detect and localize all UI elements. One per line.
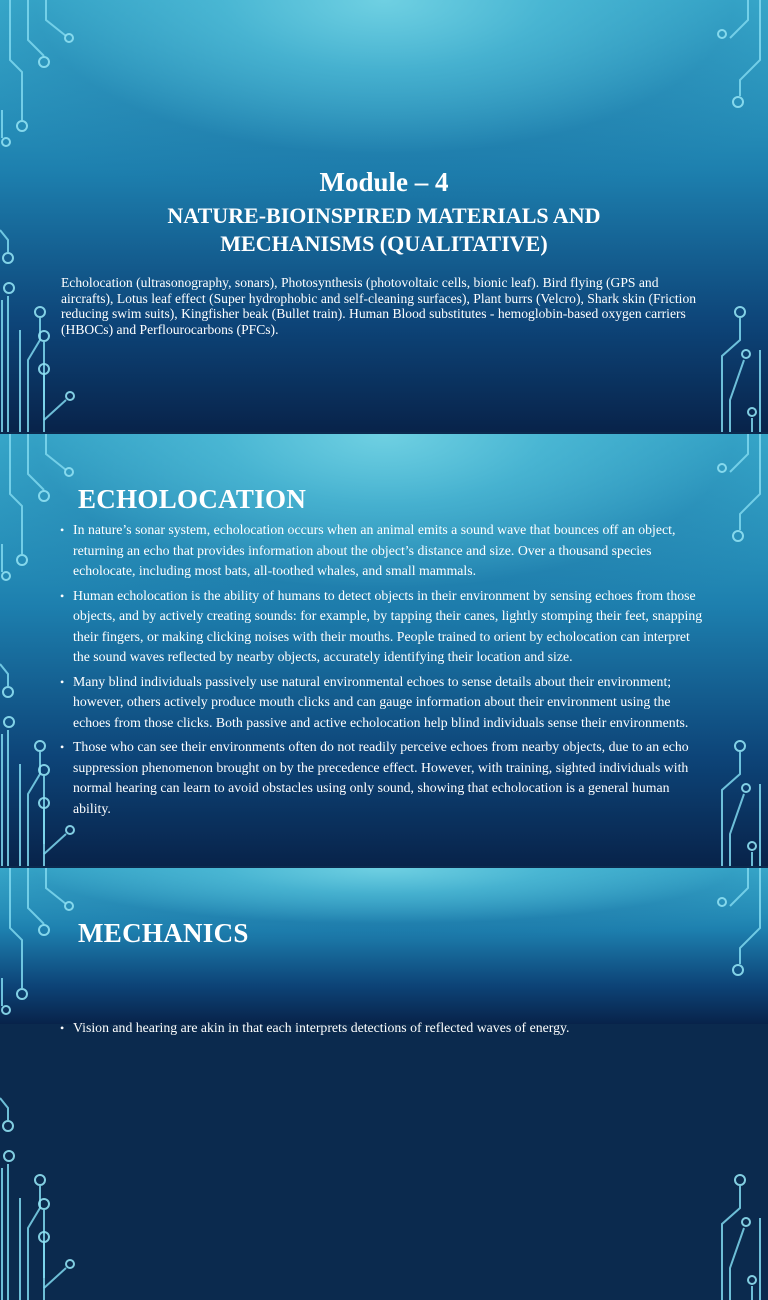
bullet-text: Vision and hearing are akin in that each interprets detections of reflected waves of energy. (73, 1020, 570, 1035)
bullet-icon: • (60, 674, 65, 689)
slide-module-4 (0, 0, 768, 432)
echolocation-heading: ECHOLOCATION (78, 484, 307, 514)
bullet-text: Many blind individuals passively use natural environmental echoes to sense details about their environment; however, others actively produce mouth clicks and can gauge information about their environment using the echoes from those clicks. Both passive and active echolocation help blind individuals sense their environments. (73, 673, 689, 730)
mechanics-heading: MECHANICS (78, 918, 249, 948)
bullet-icon: • (60, 588, 65, 603)
slide-mechanics (0, 868, 768, 1035)
bullet-text: Those who can see their environments often do not readily perceive echoes from nearby objects, due to an echo suppression phenomenon brought on by the precedence effect. However, with training, sighted individuals with normal hearing can learn to avoid obstacles using only sound, showing that echolocation is a general human ability. (73, 739, 689, 816)
mechanics-bullet-list (60, 1018, 710, 1043)
list-item (60, 520, 710, 582)
bullet-icon: • (60, 740, 65, 754)
module-subtitle: NATURE-BIOINSPIRED MATERIALS AND MECHANISMS (QUALITATIVE) (167, 203, 601, 256)
bullet-text: Human echolocation is the ability of humans to detect objects in their environment by sensing echoes from those objects, and by actively creating sounds: for example, by tapping their canes, lightly stomping their feet, snapping their fingers, or making clicking noises with their mouths. People trained to orient by echolocation can interpret the sound waves reflected by nearby objects, accurately identifying their location and size. (73, 587, 703, 664)
list-item (60, 672, 710, 734)
list-item (60, 1018, 710, 1039)
module-topics-text: Echolocation (ultrasonography, sonars), Photosynthesis (photovoltaic cells, bionic leaf). Bird flying (GPS and aircrafts), Lotus leaf effect (Super hydrophobic and self-cleaning surfaces), Plant burrs (Velcro), Shark skin (Friction reducing swim suits), Kingfisher beak (Bullet train). Human Blood substitutes - hemoglobin-based oxygen carriers (HBOCs) and Perflourocarbons (PFCs). (61, 275, 697, 337)
module-title: Module – 4 (319, 167, 449, 197)
slide-echolocation (0, 434, 768, 866)
bullet-icon: • (60, 1021, 65, 1035)
bullet-icon: • (60, 523, 65, 537)
list-item (60, 737, 710, 819)
bullet-text: In nature’s sonar system, echolocation occurs when an animal emits a sound wave that bounces off an object, returning an echo that provides information about the object’s distance and size. Over a thousand species echolocate, including most bats, all-toothed whales, and small mammals. (73, 522, 676, 578)
echolocation-bullet-list (60, 520, 710, 823)
list-item (60, 586, 710, 668)
